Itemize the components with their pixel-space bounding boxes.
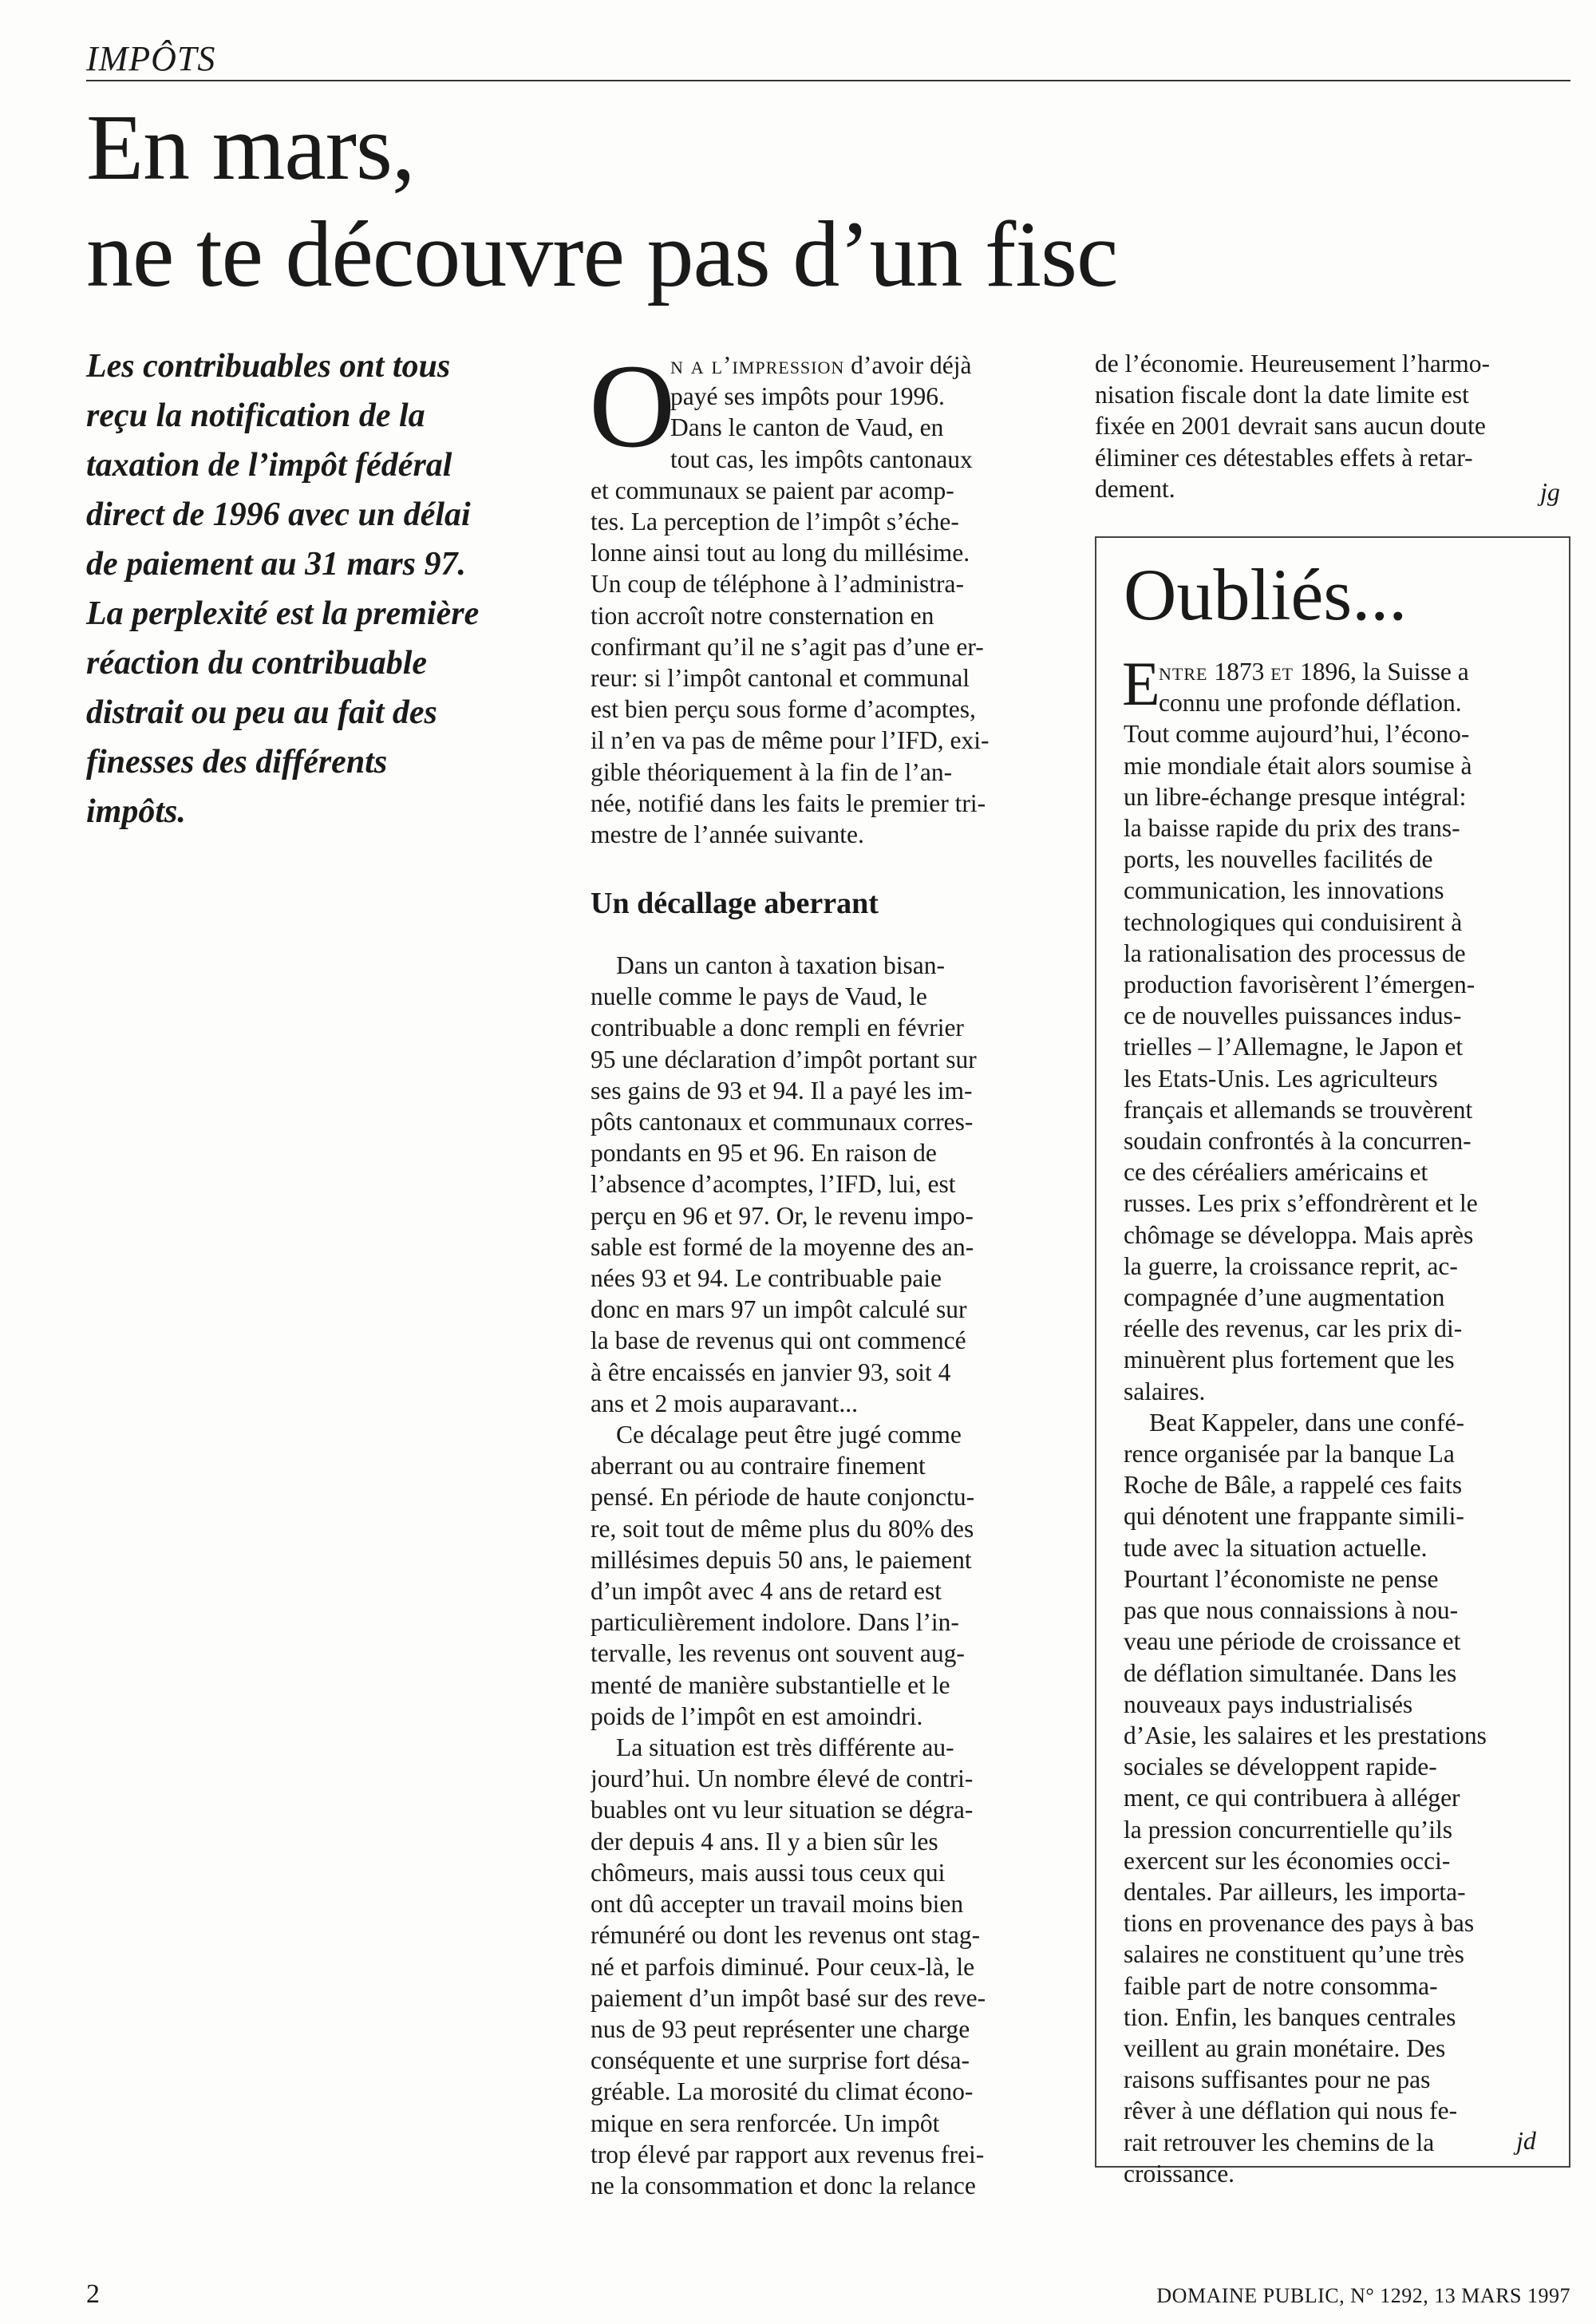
article-line: contribuable a donc rempli en février [591, 1014, 964, 1042]
sidebar-line: réelle des revenus, car les prix di- [1124, 1314, 1463, 1343]
headline-line: ne te découvre pas d’un fisc [86, 202, 1118, 306]
article-line: ont dû accepter un travail moins bien [591, 1890, 964, 1919]
article-subhead: Un décallage aberrant [591, 887, 879, 920]
article-line: la base de revenus qui ont commencé [591, 1326, 966, 1355]
sidebar-line: un libre-échange presque intégral: [1124, 782, 1467, 811]
sidebar-line: salaires. [1124, 1377, 1206, 1405]
article-opening-line [591, 350, 1068, 381]
article-line: nées 93 et 94. Le contribuable paie [591, 1264, 942, 1293]
opening-smallcaps: ntre [1159, 658, 1208, 686]
sidebar-line: veau une période de croissance et [1124, 1627, 1461, 1656]
article-drop-cap: O [589, 340, 676, 472]
sidebar-line: production favorisèrent l’émergen- [1124, 970, 1476, 999]
article-line: éliminer ces détestables effets à retar- [1095, 443, 1473, 472]
sidebar-line: sociales se développent rapide- [1124, 1753, 1437, 1781]
sidebar-line: français et allemands se trouvèrent [1124, 1095, 1473, 1124]
article-line: aberrant ou au contraire finement [591, 1452, 926, 1480]
lede-line: de paiement au 31 mars 97. [86, 546, 467, 583]
article-line: pôts cantonaux et communaux corres- [591, 1108, 974, 1136]
sidebar-line: pas que nous connaissions à nou- [1124, 1596, 1459, 1625]
sidebar-signature: jd [1516, 2126, 1536, 2155]
article-line: il n’en va pas de même pour l’IFD, exi- [591, 726, 990, 755]
article-line: mestre de l’année suivante. [591, 820, 864, 849]
publication-footer: DOMAINE PUBLIC, N° 1292, 13 MARS 1997 [1156, 2284, 1570, 2307]
article-line: rémunéré ou dont les revenus ont stag- [591, 1921, 981, 1950]
lede-line: reçu la notification de la [86, 397, 425, 434]
sidebar-line: dentales. Par ailleurs, les importa- [1124, 1877, 1466, 1906]
article-line: née, notifié dans les faits le premier tri- [591, 788, 986, 817]
article-line: l’absence d’acomptes, l’IFD, lui, est [591, 1170, 956, 1199]
sidebar-line: la guerre, la croissance reprit, ac- [1124, 1251, 1458, 1280]
article-line: jourd’hui. Un nombre élevé de contri- [591, 1765, 974, 1793]
sidebar-title: Oubliés... [1124, 554, 1408, 635]
opening-smallcaps: et [1270, 658, 1294, 686]
article-line: Dans le canton de Vaud, en [670, 413, 944, 442]
sidebar-line: exercent sur les économies occi- [1124, 1846, 1451, 1875]
article-line: tervalle, les revenus ont souvent aug- [591, 1639, 965, 1668]
article-line: et communaux se paient par acomp- [591, 476, 954, 504]
article-line: né et parfois diminué. Pour ceux-là, le [591, 1952, 975, 1981]
article-line: nisation fiscale dont la date limite est [1095, 381, 1469, 409]
article-line: pensé. En période de haute conjonctu- [591, 1483, 975, 1512]
article-line: Ce décalage peut être jugé comme [616, 1421, 962, 1449]
article-line: de l’économie. Heureusement l’harmo- [1095, 350, 1491, 377]
article-line: poids de l’impôt en est amoindri. [591, 1702, 923, 1730]
sidebar-line: ce de nouvelles puissances indus- [1124, 1002, 1462, 1030]
sidebar-line: ports, les nouvelles facilités de [1124, 845, 1433, 874]
article-line: mique en sera renforcée. Un impôt [591, 2109, 940, 2137]
sidebar-body [1124, 656, 1555, 2189]
lede [86, 342, 565, 836]
sidebar-line: Roche de Bâle, a rappelé ces faits [1124, 1471, 1463, 1500]
sidebar-line: trielles – l’Allemagne, le Japon et [1124, 1033, 1464, 1061]
sidebar-line: tions en provenance des pays à bas [1124, 1909, 1475, 1938]
article-line: particulièrement indolore. Dans l’in- [591, 1608, 959, 1637]
article-line: Un coup de téléphone à l’administra- [591, 570, 964, 599]
sidebar-line: qui dénotent une frappante simili- [1124, 1502, 1464, 1531]
sidebar-line: Beat Kappeler, dans une confé- [1149, 1408, 1464, 1437]
article-line: ne la consommation et donc la relance [591, 2171, 976, 2200]
sidebar-line: les Etats-Unis. Les agriculteurs [1124, 1064, 1438, 1093]
article-line: paiement d’un impôt basé sur des reve- [591, 1983, 986, 2012]
sidebar-line: communication, les innovations [1124, 876, 1444, 905]
sidebar-line: faible part de notre consomma- [1124, 1971, 1438, 2000]
sidebar-line: Tout comme aujourd’hui, l’écono- [1124, 720, 1470, 749]
lede-line: impôts. [86, 793, 186, 830]
article-line: La situation est très différente au- [616, 1733, 954, 1762]
sidebar-line: technologiques qui conduisirent à [1124, 907, 1463, 936]
article-line: lonne ainsi tout au long du millésime. [591, 539, 970, 567]
sidebar-line: d’Asie, les salaires et les prestations [1124, 1721, 1487, 1749]
article-line: donc en mars 97 un impôt calculé sur [591, 1295, 967, 1324]
article-line: chômeurs, mais aussi tous ceux qui [591, 1858, 946, 1887]
sidebar-line: croissance. [1124, 2159, 1235, 2188]
lede-line: réaction du contribuable [86, 645, 428, 682]
article-line: nuelle comme le pays de Vaud, le [591, 982, 927, 1011]
article-line: ses gains de 93 et 94. Il a payé les im- [591, 1076, 973, 1105]
sidebar-line: la rationalisation des processus de [1124, 939, 1466, 967]
article-line: perçu en 96 et 97. Or, le revenu impo- [591, 1201, 974, 1230]
article-line: fixée en 2001 devrait sans aucun doute [1095, 412, 1486, 441]
article-line: sable est formé de la moyenne des an- [591, 1232, 974, 1261]
article-line: ans et 2 mois auparavant... [591, 1389, 859, 1417]
sidebar-line: chômage se développa. Mais après [1124, 1220, 1474, 1249]
sidebar-drop-cap: E [1122, 649, 1160, 718]
lede-line: distrait ou peu au fait des [86, 694, 437, 731]
article-intro [591, 350, 1068, 850]
article-line: payé ses impôts pour 1996. [670, 382, 945, 411]
sidebar-line: Pourtant l’économiste ne pense [1124, 1564, 1439, 1593]
opening-rest: 1896, la Suisse a [1294, 658, 1469, 686]
article-line: re, soit tout de même plus du 80% des [591, 1514, 974, 1543]
sidebar-line: ment, ce qui contribuera à alléger [1124, 1784, 1460, 1812]
sidebar-line: salaires ne constituent qu’une très [1124, 1940, 1464, 1969]
sidebar-line: soudain confrontés à la concurren- [1124, 1127, 1472, 1156]
sidebar-line: minuèrent plus fortement que les [1124, 1346, 1455, 1374]
sidebar-line: veillent au grain monétaire. Des [1124, 2034, 1446, 2062]
article-line: gible théoriquement à la fin de l’an- [591, 757, 953, 786]
sidebar-line: russes. Les prix s’effondrèrent et le [1124, 1189, 1478, 1218]
sidebar-line: compagnée d’une augmentation [1124, 1283, 1445, 1312]
article-line: nus de 93 peut représenter une charge [591, 2014, 970, 2043]
article-line: d’un impôt avec 4 ans de retard est [591, 1577, 942, 1606]
lede-line: finesses des différents [86, 744, 388, 781]
article-line: trop élevé par rapport aux revenus frei- [591, 2140, 985, 2168]
headline-line: En mars, [86, 95, 415, 200]
sidebar-line: rait retrouver les chemins de la [1124, 2128, 1435, 2156]
opening-mid: 1873 [1207, 658, 1271, 686]
article-line: tion accroît notre consternation en [591, 601, 934, 630]
article-line: est bien perçu sous forme d’acomptes, [591, 695, 976, 724]
sidebar-line: rêver à une déflation qui nous fe- [1124, 2097, 1458, 2125]
article-line: der depuis 4 ans. Il y a bien sûr les [591, 1827, 938, 1856]
article-line: confirmant qu’il ne s’agit pas d’une er- [591, 632, 984, 661]
article-line: millésimes depuis 50 ans, le paiement [591, 1545, 972, 1574]
sidebar-line: la pression concurrentielle qu’ils [1124, 1815, 1452, 1844]
section-label: IMPÔTS [86, 39, 216, 78]
article-line: reur: si l’impôt cantonal et communal [591, 664, 970, 693]
sidebar-line: mie mondiale était alors soumise à [1124, 751, 1472, 780]
article-line: 95 une déclaration d’impôt portant sur [591, 1045, 977, 1073]
article-line: tout cas, les impôts cantonaux [670, 445, 973, 473]
headline [86, 94, 1570, 308]
sidebar-line: raisons suffisantes pour ne pas [1124, 2065, 1431, 2094]
sidebar-line: de déflation simultanée. Dans les [1124, 1658, 1457, 1687]
article-signature: jg [1540, 477, 1560, 506]
article-line: buables ont vu leur situation se dégra- [591, 1796, 974, 1824]
sidebar-line: tion. Enfin, les banques centrales [1124, 2002, 1456, 2031]
article-continuation [1095, 348, 1574, 504]
page-number: 2 [86, 2279, 100, 2309]
lede-line: La perplexité est la première [86, 595, 480, 632]
lede-line: taxation de l’impôt fédéral [86, 447, 452, 484]
article-line: dement. [1095, 474, 1175, 503]
article-line: à être encaissés en janvier 93, soit 4 [591, 1358, 951, 1386]
header-rule [86, 80, 1570, 81]
sidebar-line: rence organisée par la banque La [1124, 1440, 1455, 1468]
article-line: menté de manière substantielle et le [591, 1670, 950, 1699]
sidebar-line: la baisse rapide du prix des trans- [1124, 814, 1460, 843]
opening-rest: d’avoir déjà [844, 351, 972, 379]
sidebar-line: tude avec la situation actuelle. [1124, 1533, 1428, 1562]
opening-smallcaps: n a l’impression [670, 351, 845, 379]
article-line: gréable. La morosité du climat écono- [591, 2077, 974, 2106]
sidebar-line: ce des céréaliers américains et [1124, 1158, 1428, 1187]
article-line: Dans un canton à taxation bisan- [616, 951, 946, 979]
article-line: tes. La perception de l’impôt s’éche- [591, 508, 959, 536]
article-line: conséquente et une surprise fort désa- [591, 2046, 970, 2075]
article-line: pondants en 95 et 96. En raison de [591, 1139, 937, 1168]
lede-line: direct de 1996 avec un délai [86, 496, 471, 533]
sidebar-opening-line [1124, 656, 1555, 687]
sidebar-line: connu une profonde déflation. [1159, 689, 1462, 717]
article-body [591, 950, 1068, 2201]
lede-line: Les contribuables ont tous [86, 348, 451, 385]
sidebar-line: nouveaux pays industrialisés [1124, 1690, 1413, 1718]
